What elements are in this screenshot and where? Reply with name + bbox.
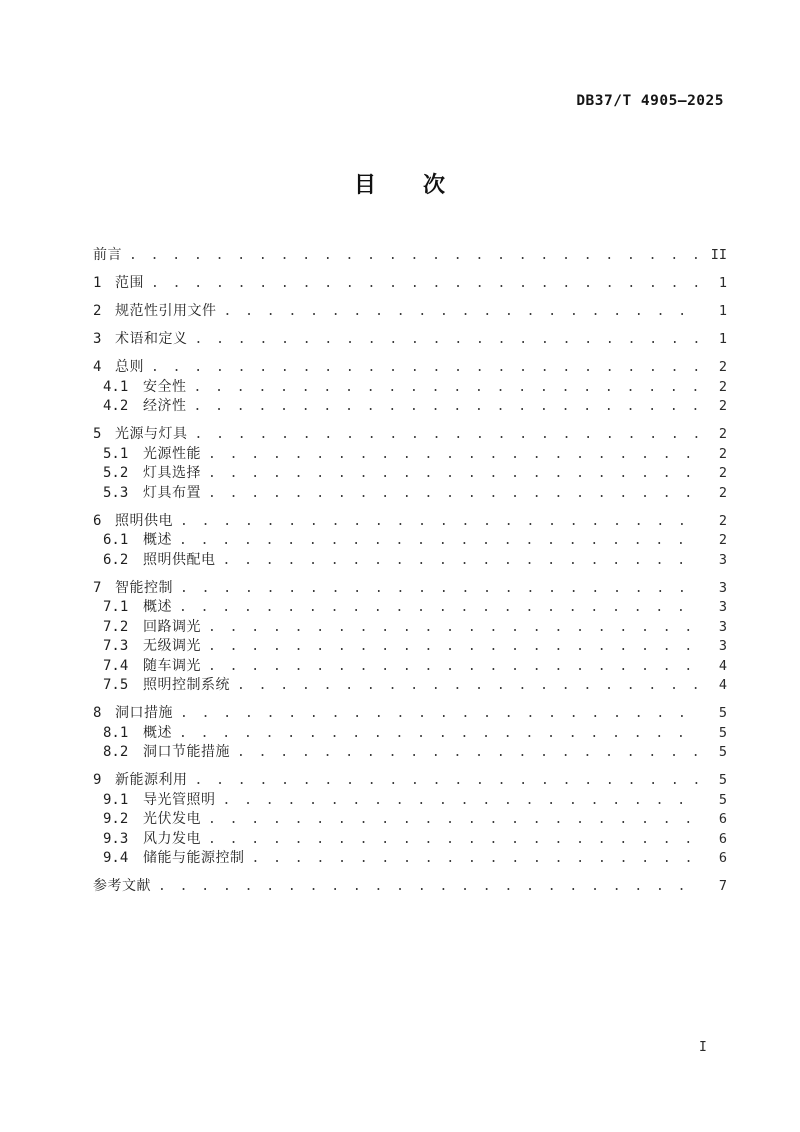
toc-entry [93,512,727,532]
toc-entry-page: 2 [718,359,727,375]
toc-entry-label: 随车调光 [143,657,201,674]
dot-leader [208,830,701,850]
toc-entry-label: 洞口措施 [115,705,173,721]
toc-entry [93,618,727,638]
toc-entry [93,676,727,696]
dot-leader [179,531,701,551]
dot-leader [208,445,701,465]
toc-entry-label: 经济性 [143,398,187,414]
dot-leader [195,330,702,350]
toc-entry-number: 7.4 [103,657,129,674]
toc-entry-page: 1 [718,331,727,347]
toc-entry-label: 新能源利用 [115,772,188,788]
toc-entry-page: 1 [718,275,727,291]
toc-entry-page: 2 [718,465,727,481]
toc-entry-page: 2 [718,532,727,548]
toc-entry [93,274,727,294]
toc-entry [93,724,727,744]
toc-entry-label: 回路调光 [143,618,201,635]
toc-entry-number: 3 [93,331,102,347]
dot-leader [223,791,702,811]
toc-entry-page: 4 [718,677,727,693]
toc-entry-number: 7.5 [103,677,129,693]
toc-entry [93,531,727,551]
toc-entry-number: 7.3 [103,638,129,654]
dot-leader [237,743,701,763]
toc-entry [93,358,727,378]
toc-entry-label: 导光管照明 [143,791,216,808]
toc-entry [93,771,727,791]
toc-entry-number: 4 [93,359,102,375]
toc-entry-page: 5 [718,744,727,760]
toc-entry-label: 灯具选择 [143,465,201,481]
toc-entry [93,330,727,350]
toc-entry-label: 概述 [143,532,172,548]
dot-leader [208,657,701,677]
toc-entry [93,246,727,266]
toc-entry-label: 范围 [115,275,144,291]
toc-entry-page: 3 [718,551,727,568]
toc-entry-label: 光伏发电 [143,811,201,827]
toc-entry-page: 5 [718,772,727,788]
toc-entry [93,378,727,398]
dot-leader [151,358,701,378]
toc-entry-page: 2 [718,512,727,529]
toc-entry [93,445,727,465]
toc-entry-label: 概述 [143,724,172,741]
toc-entry-label: 照明控制系统 [143,677,230,693]
toc-entry-label: 术语和定义 [115,331,188,347]
toc-entry-page: 1 [718,303,727,319]
toc-entry-label: 规范性引用文件 [115,303,217,319]
toc-entry-number: 1 [93,275,102,291]
dot-leader [208,810,701,830]
toc-entry [93,598,727,618]
toc-entry-number: 9.1 [103,791,129,808]
dot-leader [208,484,701,504]
toc-entry-page: 6 [718,830,727,847]
toc-entry [93,484,727,504]
toc-entry-page: 5 [718,705,727,721]
toc-entry-number: 8 [93,705,102,721]
toc-entry-label: 储能与能源控制 [143,850,245,866]
toc-entry-page: 3 [718,599,727,615]
dot-leader [180,704,701,724]
toc-entry-number: 4.1 [103,378,129,395]
toc-entry-number: 6 [93,512,102,529]
toc-entry-page: 2 [718,398,727,414]
toc-entry-label: 照明供配电 [143,551,216,568]
toc-entry [93,464,727,484]
toc-entry-page: 5 [718,724,727,741]
toc-entry-label: 照明供电 [115,512,173,529]
toc-entry-page: 6 [718,811,727,827]
toc-entry-number: 4.2 [103,398,129,414]
toc-entry [93,397,727,417]
toc-entry-number: 6.2 [103,551,129,568]
toc-entry-label: 智能控制 [115,579,173,596]
dot-leader [208,464,701,484]
dot-leader [252,849,702,869]
dot-leader [180,579,701,599]
toc-entry [93,810,727,830]
dot-leader [179,724,701,744]
toc-entry-page: 2 [718,484,727,501]
toc-entry-label: 前言 [93,247,122,263]
toc-entry-label: 概述 [143,599,172,615]
toc-entry-label: 参考文献 [93,878,151,894]
toc-entry-page: 3 [718,638,727,654]
toc-entry-number: 9.3 [103,830,129,847]
page-number: I [699,1040,707,1055]
toc-entry-page: 4 [718,657,727,674]
toc-entry-label: 无级调光 [143,638,201,654]
toc-entry-number: 8.2 [103,744,129,760]
toc-entry [93,704,727,724]
toc-entry-page: 2 [718,378,727,395]
toc-entry-number: 8.1 [103,724,129,741]
dot-leader [158,877,701,897]
toc-entry-number: 2 [93,303,102,319]
dot-leader [195,425,702,445]
dot-leader [195,771,702,791]
toc-entry-label: 洞口节能措施 [143,744,230,760]
dot-leader [208,637,701,657]
toc-entry [93,791,727,811]
toc-entry-page: 5 [718,791,727,808]
toc-entry-page: II [710,247,727,263]
toc-entry-number: 9.4 [103,850,129,866]
toc-entry-label: 安全性 [143,378,187,395]
dot-leader [224,302,702,322]
toc-entry [93,743,727,763]
toc-entry-number: 6.1 [103,532,129,548]
toc-entry [93,637,727,657]
toc-entry [93,849,727,869]
toc-entry-page: 3 [718,579,727,596]
toc-entry-number: 9 [93,772,102,788]
table-of-contents [93,246,727,897]
toc-entry-page: 7 [718,878,727,894]
toc-entry [93,877,727,897]
dot-leader [194,378,702,398]
dot-leader [180,512,701,532]
toc-entry-page: 3 [718,618,727,635]
toc-entry [93,579,727,599]
dot-leader [179,598,701,618]
toc-entry [93,830,727,850]
toc-entry [93,302,727,322]
toc-entry-number: 7.1 [103,599,129,615]
toc-entry-label: 风力发电 [143,830,201,847]
dot-leader [223,551,702,571]
toc-entry-number: 5 [93,426,102,442]
toc-entry-number: 7.2 [103,618,129,635]
standard-number: DB37/T 4905—2025 [576,93,724,109]
toc-entry-number: 5.3 [103,484,129,501]
toc-entry-label: 总则 [115,359,144,375]
toc-entry-page: 2 [718,445,727,462]
toc-entry-number: 7 [93,579,102,596]
toc-entry [93,425,727,445]
dot-leader [194,397,702,417]
dot-leader [151,274,701,294]
dot-leader [237,676,701,696]
toc-entry-page: 6 [718,850,727,866]
dot-leader [208,618,701,638]
dot-leader [129,246,701,266]
toc-entry [93,657,727,677]
toc-entry-page: 2 [718,426,727,442]
toc-entry-label: 灯具布置 [143,484,201,501]
toc-entry-label: 光源性能 [143,445,201,462]
toc-entry-number: 5.2 [103,465,129,481]
toc-entry-number: 9.2 [103,811,129,827]
toc-entry-label: 光源与灯具 [115,426,188,442]
toc-entry-number: 5.1 [103,445,129,462]
page-title: 目 次 [353,173,446,198]
toc-entry [93,551,727,571]
